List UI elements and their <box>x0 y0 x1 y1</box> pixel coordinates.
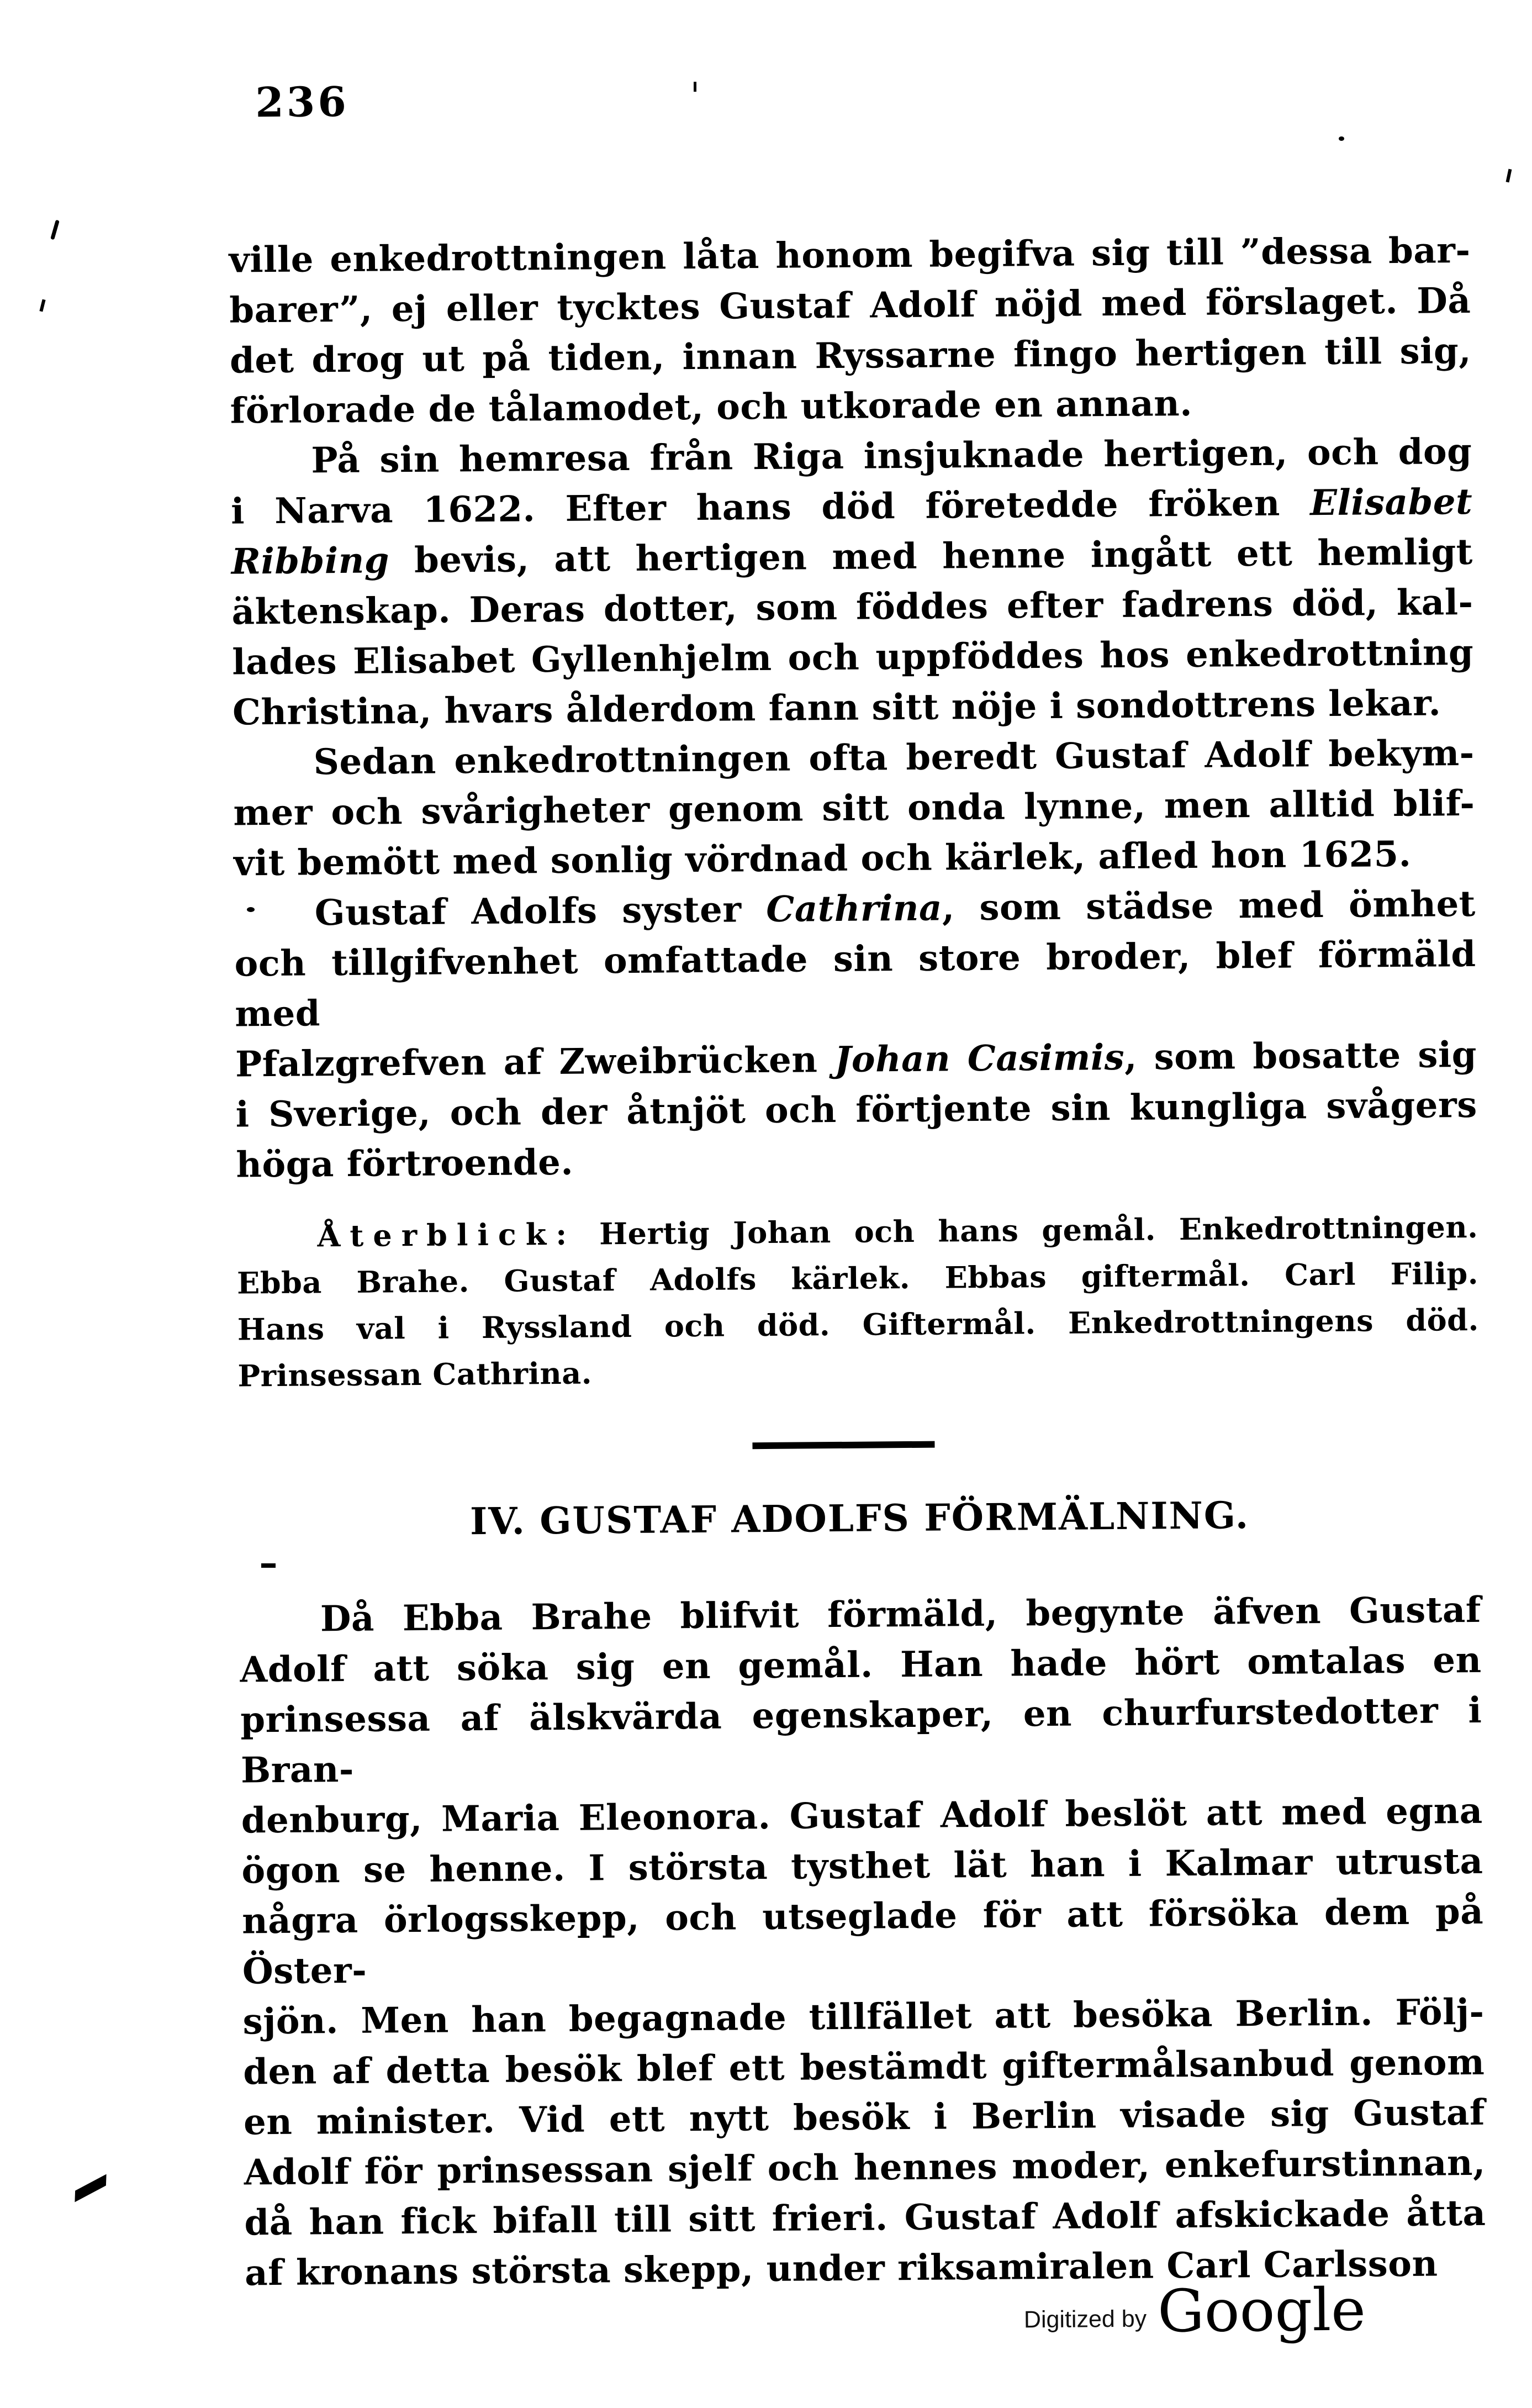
text-segment: den af detta besök blef ett bestämdt giftermålsanbud genom <box>243 2041 1485 2093</box>
text-line <box>230 426 1472 487</box>
text-segment: några örlogsskepp, och utseglade för att försöka dem på Öster- <box>241 1890 1484 1993</box>
text-line <box>241 1836 1483 1896</box>
text-line <box>229 276 1471 336</box>
text-segment: Gustaf Adolfs syster <box>314 888 767 934</box>
text-segment: bevis, att hertigen med henne ingått ett hemligt <box>389 531 1473 582</box>
chapter-paragraph <box>240 1585 1487 2299</box>
text-line <box>231 477 1473 537</box>
text-segment: i Sverige, och der åtnjöt och förtjente sin kungliga svågers <box>235 1084 1477 1136</box>
text-block <box>229 225 1486 2299</box>
text-line <box>233 778 1475 839</box>
text-line <box>231 577 1473 637</box>
body-paragraph <box>229 225 1472 436</box>
text-segment: lades Elisabet Gyllenhjelm och uppföddes hos enkedrottning <box>232 631 1474 683</box>
italic-text: Elisabet <box>1309 481 1473 524</box>
text-segment: sjön. Men han begagnade tillfället att besöka Berlin. Följ- <box>242 1991 1485 2043</box>
ink-speck <box>1339 136 1344 141</box>
text-segment: Hans val i Ryssland och död. Giftermål. Enkedrottningens död. <box>237 1302 1479 1347</box>
text-segment: förlorade de tålamodet, och utkorade en annan. <box>230 382 1193 432</box>
text-line <box>230 376 1472 436</box>
text-line <box>235 1080 1477 1140</box>
text-segment: Pfalzgrefven af Zweibrücken <box>235 1039 835 1086</box>
ink-speck <box>694 82 696 92</box>
text-segment: Sedan enkedrottningen ofta beredt Gustaf Adolf bekym- <box>313 732 1475 783</box>
text-segment: vit bemött med sonlig vördnad och kärlek, afled hon 1625. <box>233 833 1412 884</box>
text-segment: då han fick bifall till sitt frieri. Gustaf Adolf afskickade åtta <box>244 2192 1486 2244</box>
text-line <box>241 1786 1483 1846</box>
text-line <box>233 728 1475 788</box>
section-divider <box>752 1441 934 1450</box>
text-line <box>232 628 1474 688</box>
text-line <box>234 829 1476 889</box>
text-segment: en minister. Vid ett nytt besök i Berlin visade sig Gustaf <box>243 2091 1486 2143</box>
text-line <box>230 326 1472 386</box>
text-segment: Adolf att söka sig en gemål. Han hade hört omtalas en <box>240 1639 1482 1691</box>
text-segment: Prinsessan Cathrina. <box>237 1355 593 1394</box>
text-segment: På sin hemresa från Riga insjuknade hertigen, och dog <box>311 430 1472 482</box>
text-line <box>244 2138 1486 2198</box>
text-segment: det drog ut på tiden, innan Ryssarne fingo hertigen till sig, <box>229 330 1472 382</box>
ink-speck <box>247 907 255 912</box>
italic-text: Ribbing <box>231 540 390 583</box>
review-paragraph <box>236 1204 1480 1399</box>
text-line <box>229 225 1471 286</box>
text-segment: och tillgifvenhet omfattade sin store broder, blef förmäld med <box>234 933 1476 1035</box>
text-segment: äktenskap. Deras dotter, som föddes efter fadrens död, kal- <box>231 581 1473 633</box>
text-segment: prinsessa af älskvärda egenskaper, en churfurstedotter i Bran- <box>240 1689 1482 1791</box>
text-segment: Christina, hvars ålderdom fann sitt nöje i sondottrens lekar. <box>232 682 1441 734</box>
body-paragraph <box>230 426 1474 738</box>
digitized-by-label: Digitized by <box>1023 2305 1147 2333</box>
text-line <box>242 1887 1484 1997</box>
text-line <box>234 879 1476 939</box>
text-line <box>240 1635 1482 1695</box>
ink-speck <box>261 1563 276 1568</box>
italic-text: Cathrina <box>766 887 943 930</box>
text-line <box>240 1585 1482 1645</box>
text-segment: , som bosatte sig <box>1124 1034 1477 1078</box>
chapter-heading: IV. GUSTAF ADOLFS FÖRMÄLNING. <box>469 1493 1250 1543</box>
text-segment: höga förtroende. <box>236 1141 574 1186</box>
text-segment: Då Ebba Brahe blifvit förmäld, begynte äfven Gustaf <box>320 1589 1482 1640</box>
body-paragraph <box>234 879 1478 1190</box>
text-line <box>237 1343 1480 1399</box>
text-segment: barer”, ej eller tycktes Gustaf Adolf nöjd med förslaget. Då <box>229 280 1471 331</box>
text-segment: Hertig Johan och hans gemål. Enkedrottningen. <box>575 1209 1478 1252</box>
text-line <box>231 527 1473 587</box>
text-line <box>244 2088 1486 2148</box>
text-segment: af kronans största skepp, under riksamiralen Carl Carlsson <box>244 2243 1438 2294</box>
text-segment: , som städse med ömhet <box>942 883 1476 929</box>
text-segment: mer och svårigheter genom sitt onda lynne, men alltid blif- <box>233 782 1475 834</box>
text-line <box>235 1030 1477 1090</box>
text-line <box>237 1297 1479 1353</box>
text-line <box>236 1130 1478 1190</box>
text-line <box>234 929 1476 1040</box>
text-segment: denburg, Maria Eleonora. Gustaf Adolf beslöt att med egna <box>241 1790 1483 1842</box>
text-segment: Återblick: <box>317 1216 577 1254</box>
text-line <box>242 1987 1485 2047</box>
text-line <box>244 2188 1486 2248</box>
body-paragraph <box>233 728 1475 889</box>
text-line <box>240 1685 1482 1796</box>
digitization-footer <box>1023 2276 1366 2347</box>
italic-text: Johan Casimis <box>834 1036 1125 1081</box>
text-segment: Ebba Brahe. Gustaf Adolfs kärlek. Ebbas giftermål. Carl Filip. <box>236 1255 1479 1301</box>
text-line <box>243 2037 1485 2098</box>
text-segment: ville enkedrottningen låta honom begifva sig till ”dessa bar- <box>229 229 1471 281</box>
google-wordmark: Google <box>1157 2275 1366 2346</box>
page-number: 236 <box>255 78 350 127</box>
text-segment: i Narva 1622. Efter hans död företedde fröken <box>230 482 1311 533</box>
text-segment: ögon se henne. I största tysthet lät han i Kalmar utrusta <box>241 1840 1483 1892</box>
text-line <box>233 678 1475 738</box>
text-segment: Adolf för prinsessan sjelf och hennes moder, enkefurstinnan, <box>244 2142 1486 2194</box>
